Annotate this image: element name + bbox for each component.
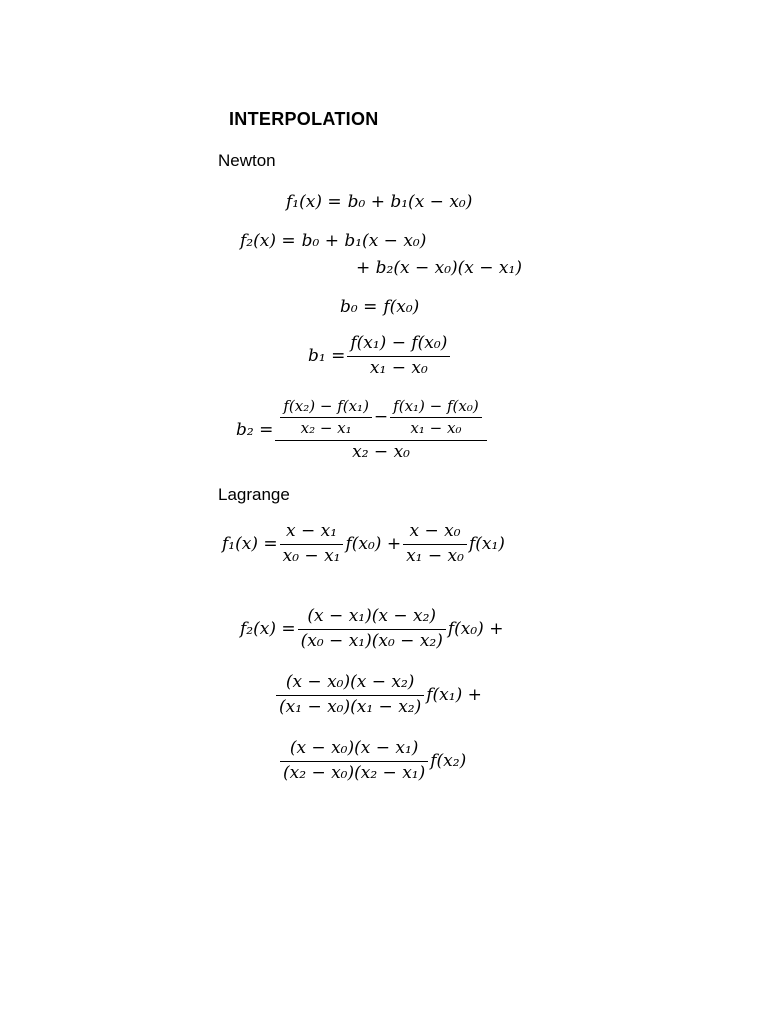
- newton-b2-inner1-numerator: f(x₂) − f(x₁): [283, 397, 369, 415]
- newton-b0-rhs: f(x₀): [383, 297, 420, 317]
- newton-f2-rhs-line1: b₀ + b₁(x − x₀): [301, 231, 427, 251]
- lagrange-f2-term3-fraction: [280, 739, 428, 783]
- lagrange-f1-term1-denominator: x₀ − x₁: [282, 545, 341, 566]
- lagrange-f1-term2-fraction: [403, 522, 467, 566]
- newton-b2-inner-fraction-1: [280, 398, 372, 438]
- lagrange-f2-equation-line1: [240, 607, 503, 651]
- lagrange-f2-term1-denominator: (x₀ − x₁)(x₀ − x₂): [300, 630, 443, 651]
- section-heading-lagrange: Lagrange: [218, 485, 290, 504]
- fraction-bar: [298, 629, 446, 630]
- newton-f2-rhs-line2: + b₂(x − x₀)(x − x₁): [356, 258, 522, 278]
- newton-f1-equation: [286, 194, 472, 211]
- lagrange-f1-term2-factor: f(x₁): [468, 533, 505, 554]
- newton-b1-fraction: [347, 334, 450, 378]
- fraction-bar: [280, 761, 428, 762]
- newton-b2-outer-numerator: [275, 398, 486, 438]
- newton-b0-lhs: b₀ =: [340, 297, 378, 317]
- newton-b1-denominator: x₁ − x₀: [369, 357, 428, 378]
- lagrange-f2-lhs: f₂(x) =: [240, 618, 296, 639]
- newton-b2-minus: −: [373, 406, 389, 427]
- lagrange-f1-term2-denominator: x₁ − x₀: [406, 545, 464, 566]
- newton-b2-outer-fraction: [275, 398, 486, 462]
- fraction-bar: [280, 544, 344, 545]
- lagrange-f2-term2-fraction: [276, 673, 424, 717]
- newton-f1-lhs: f₁(x) =: [286, 192, 342, 212]
- fraction-bar: [276, 695, 424, 696]
- newton-f2-equation-line1: [240, 233, 426, 250]
- lagrange-f1-term1-fraction: [280, 522, 344, 566]
- newton-b0-equation: [340, 299, 419, 316]
- newton-b2-inner-fraction-2: [390, 398, 482, 438]
- fraction-bar: [403, 544, 467, 545]
- lagrange-f2-equation-line3: [278, 739, 466, 783]
- newton-b1-equation: [308, 334, 452, 378]
- lagrange-f2-term2-factor: f(x₁) +: [426, 684, 482, 705]
- newton-b1-lhs: b₁ =: [308, 345, 346, 366]
- lagrange-f2-term1-factor: f(x₀) +: [447, 618, 504, 639]
- fraction-bar: [275, 440, 486, 441]
- newton-b2-lhs: b₂ =: [236, 419, 274, 440]
- lagrange-f1-equation: [222, 522, 505, 566]
- newton-b2-outer-denominator: x₂ − x₀: [352, 441, 410, 462]
- newton-f2-equation-line2: [356, 260, 522, 277]
- newton-b1-numerator: f(x₁) − f(x₀): [350, 333, 448, 353]
- fraction-bar: [280, 417, 372, 418]
- lagrange-f2-term3-denominator: (x₂ − x₀)(x₂ − x₁): [283, 762, 426, 783]
- lagrange-f1-lhs: f₁(x) =: [222, 533, 278, 554]
- lagrange-f2-term2-numerator: (x − x₀)(x − x₂): [285, 672, 415, 692]
- newton-f2-lhs: f₂(x) =: [240, 231, 296, 251]
- fraction-bar: [390, 417, 482, 418]
- lagrange-f1-term2-numerator: x − x₀: [409, 521, 461, 541]
- fraction-bar: [347, 356, 450, 357]
- lagrange-f1-term1-factor: f(x₀) +: [345, 533, 402, 554]
- lagrange-f2-term1-numerator: (x − x₁)(x − x₂): [307, 606, 437, 626]
- lagrange-f2-term3-factor: f(x₂): [430, 750, 467, 771]
- lagrange-f1-term1-numerator: x − x₁: [286, 521, 338, 541]
- lagrange-f2-term3-numerator: (x − x₀)(x − x₁): [289, 738, 419, 758]
- section-heading-newton: Newton: [218, 151, 276, 170]
- lagrange-f2-equation-line2: [274, 673, 482, 717]
- newton-b2-equation: [236, 398, 489, 462]
- newton-b2-inner2-denominator: x₁ − x₀: [410, 419, 462, 438]
- newton-b2-inner2-numerator: f(x₁) − f(x₀): [393, 397, 479, 415]
- lagrange-f2-term1-fraction: [298, 607, 446, 651]
- newton-f1-rhs: b₀ + b₁(x − x₀): [347, 192, 473, 212]
- lagrange-f2-term2-denominator: (x₁ − x₀)(x₁ − x₂): [279, 696, 422, 717]
- newton-b2-inner1-denominator: x₂ − x₁: [300, 419, 352, 438]
- page-title: INTERPOLATION: [229, 109, 379, 129]
